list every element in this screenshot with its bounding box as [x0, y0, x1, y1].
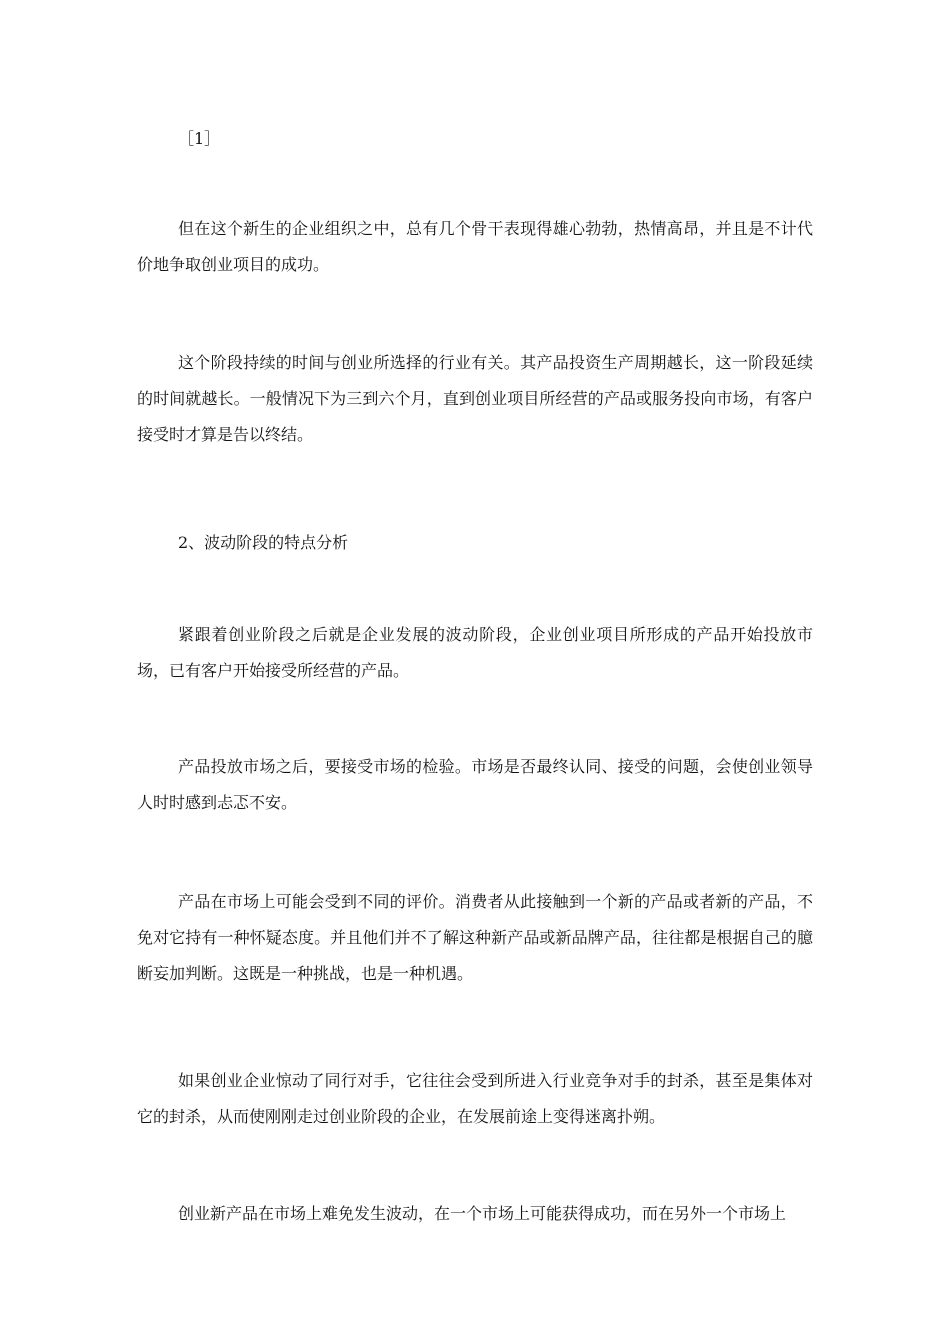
reference-marker: ［1］ — [178, 129, 221, 148]
paragraph-7: 创业新产品在市场上难免发生波动，在一个市场上可能获得成功，而在另外一个市场上 — [178, 1204, 787, 1223]
section-heading: 2、波动阶段的特点分析 — [178, 533, 349, 552]
paragraph-2: 这个阶段持续的时间与创业所选择的行业有关。其产品投资生产周期越长，这一阶段延续的时间就越长。一般情况下为三到六个月，直到创业项目所经营的产品或服务投向市场，有客户接受时才算是告以终结。 — [137, 353, 813, 444]
paragraph-6: 如果创业企业惊动了同行对手，它往往会受到所进入行业竞争对手的封杀，甚至是集体对它的封杀，从而使刚刚走过创业阶段的企业，在发展前途上变得迷离扑朔。 — [137, 1071, 813, 1126]
paragraph-3: 紧跟着创业阶段之后就是企业发展的波动阶段，企业创业项目所形成的产品开始投放市场，已有客户开始接受所经营的产品。 — [137, 625, 813, 680]
paragraph-1: 但在这个新生的企业组织之中，总有几个骨干表现得雄心勃勃，热情高昂，并且是不计代价地争取创业项目的成功。 — [137, 219, 813, 274]
paragraph-5: 产品在市场上可能会受到不同的评价。消费者从此接触到一个新的产品或者新的产品，不免对它持有一种怀疑态度。并且他们并不了解这种新产品或新品牌产品，往往都是根据自己的臆断妄加判断。这既是一种挑战，也是一种机遇。 — [137, 892, 813, 983]
paragraph-4: 产品投放市场之后，要接受市场的检验。市场是否最终认同、接受的问题，会使创业领导人时时感到忐忑不安。 — [137, 757, 813, 812]
